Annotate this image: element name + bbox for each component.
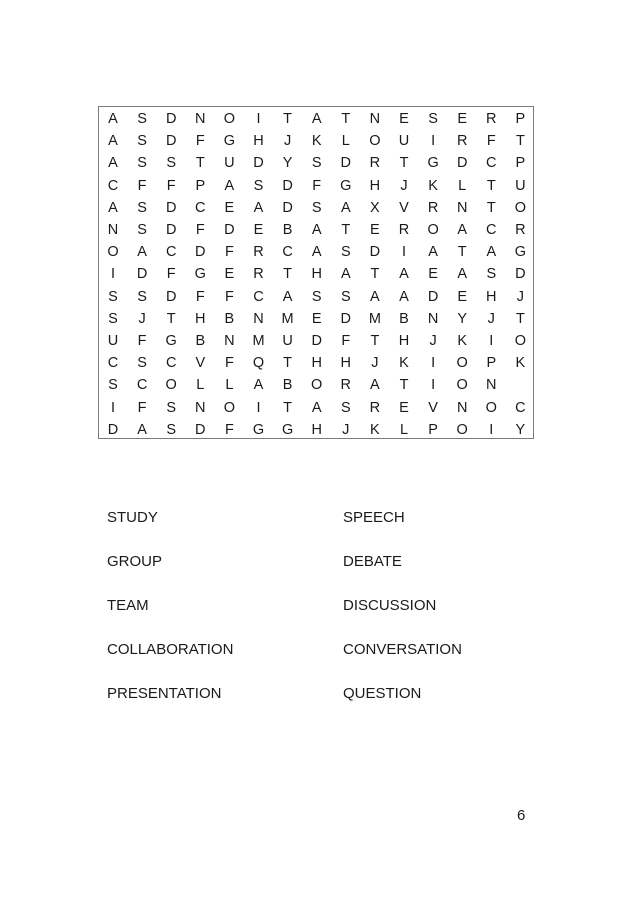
grid-cell: Y (457, 310, 468, 327)
grid-cell: N (456, 399, 468, 416)
grid-cell: D (224, 222, 235, 238)
grid-row (99, 419, 533, 441)
grid-cell: D (282, 199, 293, 216)
grid-cell: O (456, 421, 468, 438)
page-number: 6 (517, 807, 526, 824)
grid-cell: N (107, 222, 119, 238)
grid-cell: O (165, 377, 177, 394)
grid-cell: S (108, 377, 118, 394)
grid-cell: A (137, 244, 147, 261)
grid-cell: J (516, 288, 525, 305)
grid-cell: M (252, 333, 265, 349)
grid-cell: E (311, 310, 322, 327)
grid-cell: V (195, 355, 206, 372)
grid-cell: D (311, 333, 322, 349)
grid-cell: I (431, 355, 436, 372)
grid-cell: I (110, 266, 116, 283)
grid-cell: S (137, 355, 147, 372)
grid-row (99, 219, 533, 241)
grid-cell: T (283, 355, 293, 372)
grid-cell: G (281, 421, 294, 438)
grid-cell: J (283, 133, 292, 150)
grid-cell: E (399, 399, 409, 416)
grid-cell: A (108, 199, 118, 216)
grid-cell: L (399, 421, 409, 438)
grid-cell: L (225, 377, 234, 394)
grid-cell: A (311, 222, 322, 238)
grid-cell: J (371, 355, 379, 372)
grid-cell: F (224, 244, 234, 261)
grid-cell: N (224, 333, 235, 349)
grid-cell: O (514, 199, 527, 216)
word-item: COLLABORATION (107, 641, 234, 658)
grid-cell: R (253, 244, 264, 261)
grid-cell: K (311, 133, 322, 150)
grid-cell: J (429, 333, 437, 349)
grid-cell: D (165, 133, 177, 150)
grid-cell: C (136, 377, 148, 394)
grid-cell: S (311, 199, 322, 216)
grid-cell: L (196, 377, 205, 394)
grid-cell: F (166, 177, 176, 194)
grid-cell: P (195, 177, 206, 194)
grid-cell: S (166, 155, 177, 172)
grid-cell: T (341, 111, 351, 127)
grid-cell: N (456, 199, 468, 216)
grid-cell: A (486, 244, 497, 261)
grid-cell: A (428, 244, 438, 261)
grid-cell: O (369, 133, 381, 150)
word-item: TEAM (107, 597, 149, 614)
grid-cell: E (253, 222, 264, 238)
grid-cell: D (427, 288, 439, 305)
grid-cell: I (431, 377, 436, 394)
word-item: CONVERSATION (343, 641, 462, 658)
grid-cell: N (195, 399, 206, 416)
grid-cell: S (137, 199, 147, 216)
grid-cell: F (166, 266, 176, 283)
grid-cell: N (427, 310, 439, 327)
grid-cell: F (137, 399, 147, 416)
grid-cell: U (107, 333, 119, 349)
grid-cell: A (311, 111, 322, 127)
grid-cell: E (399, 111, 409, 127)
grid-row (99, 308, 533, 330)
grid-cell: P (428, 421, 438, 438)
grid-cell: I (489, 333, 494, 349)
grid-cell: A (399, 288, 409, 305)
grid-cell: D (515, 266, 526, 283)
grid-cell: L (341, 133, 350, 150)
grid-cell: F (224, 288, 234, 305)
grid-cell: S (340, 288, 351, 305)
grid-cell: V (399, 199, 409, 216)
grid-cell: R (486, 111, 497, 127)
grid-cell: Q (252, 355, 265, 372)
grid-cell: R (456, 133, 468, 150)
grid-cell: C (486, 155, 497, 172)
grid-cell: O (456, 377, 468, 394)
grid-cell: A (399, 266, 409, 283)
grid-cell: D (282, 177, 293, 194)
grid-cell: F (195, 288, 205, 305)
grid-cell: R (427, 199, 439, 216)
grid-cell: T (283, 111, 293, 127)
grid-cell: U (282, 333, 293, 349)
grid-cell: T (486, 199, 496, 216)
grid-cell: C (195, 199, 206, 216)
grid-cell: O (427, 222, 439, 238)
grid-cell: D (165, 199, 177, 216)
grid-cell: J (342, 421, 350, 438)
grid-cell: J (400, 177, 408, 194)
grid-cell: E (224, 266, 235, 283)
grid-cell: B (224, 310, 235, 327)
grid-cell: S (137, 111, 147, 127)
grid-cell: N (486, 377, 497, 394)
word-item: GROUP (107, 553, 163, 570)
grid-cell: C (165, 244, 177, 261)
grid-cell: T (399, 155, 409, 172)
grid-cell: F (195, 222, 205, 238)
grid-cell: K (399, 355, 409, 372)
grid-cell: T (515, 133, 525, 150)
grid-cell: G (165, 333, 177, 349)
grid-cell: U (398, 133, 410, 150)
grid-cell: A (311, 244, 322, 261)
grid-cell: N (253, 310, 264, 327)
grid-cell: A (108, 155, 118, 172)
grid-cell: D (253, 155, 264, 172)
grid-cell: A (370, 288, 380, 305)
grid-row (99, 352, 533, 374)
grid-cell: H (340, 355, 352, 372)
grid-cell: R (369, 399, 381, 416)
grid-cell: A (108, 111, 118, 127)
grid-cell: E (457, 288, 468, 305)
grid-cell: O (485, 399, 497, 416)
grid-cell: R (515, 222, 526, 238)
grid-cell: A (224, 177, 235, 194)
grid-cell: A (457, 222, 468, 238)
grid-cell: U (515, 177, 526, 194)
grid-cell: O (514, 333, 527, 349)
grid-cell: S (166, 399, 177, 416)
grid-cell: T (370, 333, 380, 349)
grid-cell: S (340, 399, 351, 416)
grid-row (99, 130, 533, 152)
grid-cell: I (110, 399, 116, 416)
grid-cell: N (195, 111, 206, 127)
grid-cell: A (137, 421, 147, 438)
grid-cell: S (486, 266, 497, 283)
grid-cell: P (515, 111, 526, 127)
grid-cell: H (253, 133, 264, 150)
grid-cell: E (428, 266, 438, 283)
grid-cell: T (515, 310, 525, 327)
grid-cell: F (224, 421, 234, 438)
grid-cell: G (223, 133, 236, 150)
grid-cell: F (137, 177, 147, 194)
grid-cell: S (166, 421, 177, 438)
grid-cell: S (137, 155, 147, 172)
word-item: STUDY (107, 509, 158, 526)
grid-cell: R (340, 377, 352, 394)
grid-cell: H (195, 310, 206, 327)
grid-cell: H (486, 288, 497, 305)
grid-cell: X (370, 199, 380, 216)
grid-cell: O (456, 355, 468, 372)
grid-cell: A (311, 399, 322, 416)
grid-cell: D (165, 288, 177, 305)
grid-cell: I (431, 133, 436, 150)
grid-cell: F (341, 333, 351, 349)
grid-cell: I (256, 111, 261, 127)
grid-cell: T (486, 177, 496, 194)
grid-cell: O (223, 111, 236, 127)
grid-cell: D (340, 310, 352, 327)
grid-cell: J (138, 310, 146, 327)
grid-cell: T (341, 222, 351, 238)
grid-cell: T (370, 266, 380, 283)
grid-cell: K (370, 421, 380, 438)
grid-cell: O (223, 399, 236, 416)
grid-row (99, 197, 533, 219)
grid-cell: Y (515, 421, 526, 438)
grid-cell: A (282, 288, 293, 305)
grid-cell: V (428, 399, 438, 416)
grid-cell: S (253, 177, 264, 194)
grid-cell: Y (282, 155, 293, 172)
grid-cell: D (136, 266, 148, 283)
grid-cell: H (398, 333, 410, 349)
grid-cell: C (486, 222, 497, 238)
grid-cell: M (368, 310, 381, 327)
grid-cell: O (311, 377, 323, 394)
grid-cell: G (340, 177, 352, 194)
grid-cell: F (224, 355, 234, 372)
grid-cell: S (311, 155, 322, 172)
grid-cell: A (340, 199, 351, 216)
grid-cell: S (137, 222, 147, 238)
word-search-grid (98, 106, 534, 439)
grid-row (99, 286, 533, 308)
grid-cell: A (457, 266, 468, 283)
grid-cell: P (515, 155, 526, 172)
grid-cell: J (487, 310, 495, 327)
grid-cell: F (195, 133, 205, 150)
grid-cell: G (194, 266, 206, 283)
grid-cell: B (399, 310, 409, 327)
grid-cell: A (370, 377, 380, 394)
grid-cell: T (283, 399, 293, 416)
grid-cell: H (369, 177, 381, 194)
grid-cell: H (311, 355, 322, 372)
grid-row (99, 175, 533, 197)
grid-cell: R (369, 155, 381, 172)
grid-cell: S (428, 111, 438, 127)
grid-cell: T (457, 244, 467, 261)
grid-cell: T (283, 266, 293, 283)
grid-cell: H (311, 266, 322, 283)
grid-cell: P (486, 355, 497, 372)
grid-cell: S (340, 244, 351, 261)
grid-cell: T (166, 310, 176, 327)
word-item: DEBATE (343, 553, 402, 570)
grid-cell: A (108, 133, 118, 150)
grid-cell: D (456, 155, 468, 172)
grid-cell: F (312, 177, 322, 194)
grid-cell: R (253, 266, 264, 283)
grid-cell: G (427, 155, 439, 172)
grid-cell: I (401, 244, 407, 261)
grid-cell: S (137, 133, 147, 150)
grid-cell: S (108, 288, 118, 305)
grid-cell: D (165, 222, 177, 238)
grid-cell: C (107, 355, 119, 372)
grid-cell: D (340, 155, 352, 172)
grid-cell: G (514, 244, 527, 261)
grid-row (99, 397, 533, 419)
grid-cell: K (428, 177, 438, 194)
grid-cell: B (195, 333, 206, 349)
grid-cell: S (108, 310, 118, 327)
grid-cell: F (137, 333, 147, 349)
grid-cell: A (340, 266, 351, 283)
grid-cell: E (224, 199, 235, 216)
grid-cell: C (165, 355, 177, 372)
word-item: SPEECH (343, 509, 405, 526)
grid-cell: E (457, 111, 468, 127)
grid-cell: M (281, 310, 294, 327)
grid-row (99, 152, 533, 174)
grid-row (99, 330, 533, 352)
grid-cell: N (369, 111, 381, 127)
grid-row (99, 108, 533, 130)
grid-cell: D (107, 421, 119, 438)
grid-cell: U (224, 155, 235, 172)
grid-cell: S (311, 288, 322, 305)
grid-cell: A (253, 377, 264, 394)
grid-cell: B (282, 377, 293, 394)
word-item: PRESENTATION (107, 685, 222, 702)
grid-cell: C (253, 288, 264, 305)
grid-cell: K (515, 355, 526, 372)
word-item: QUESTION (343, 685, 422, 702)
grid-cell: B (282, 222, 293, 238)
grid-cell: D (165, 111, 177, 127)
grid-cell: D (195, 244, 206, 261)
grid-cell: S (137, 288, 147, 305)
grid-row (99, 374, 533, 396)
grid-cell: K (457, 333, 468, 349)
grid-cell: T (195, 155, 205, 172)
grid-cell: C (107, 177, 119, 194)
grid-cell: I (256, 399, 261, 416)
grid-cell: D (195, 421, 206, 438)
grid-cell: F (486, 133, 496, 150)
grid-cell: A (253, 199, 264, 216)
grid-cell: H (311, 421, 322, 438)
grid-cell: E (370, 222, 380, 238)
grid-row (99, 241, 533, 263)
grid-cell: I (489, 421, 494, 438)
grid-row (99, 263, 533, 285)
grid-cell: T (399, 377, 409, 394)
grid-cell: C (282, 244, 293, 261)
grid-cell: D (369, 244, 381, 261)
grid-cell: G (252, 421, 265, 438)
grid-cell: R (398, 222, 410, 238)
grid-cell: C (515, 399, 526, 416)
word-item: DISCUSSION (343, 597, 437, 614)
grid-cell: L (458, 177, 467, 194)
grid-cell: O (107, 244, 119, 261)
